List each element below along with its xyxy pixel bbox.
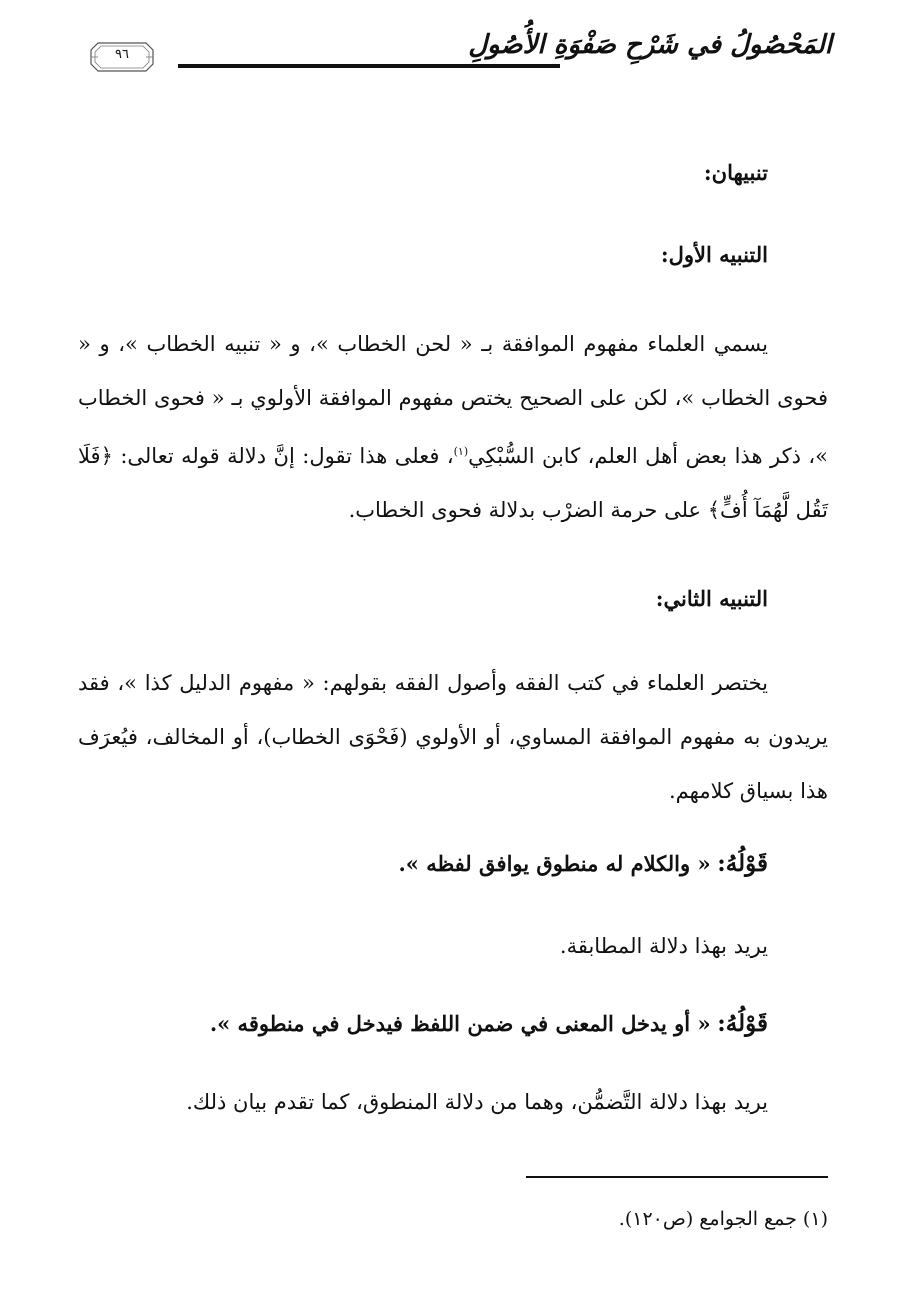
explanation-line-2: يريد بهذا دلالة التَّضمُّن، وهما من دلالة المنطوق، كما تقدم بيان ذلك. [186, 1090, 768, 1114]
qawluhu-label: قَوْلُهُ: [717, 850, 768, 877]
footnote-separator [526, 1176, 828, 1178]
explanation-line-1: يريد بهذا دلالة المطابقة. [559, 934, 768, 958]
heading-two-notes: تنبيهان: [703, 160, 768, 185]
paragraph-first-note [78, 317, 828, 537]
paragraph-second-note-text: يختصر العلماء في كتب الفقه وأصول الفقه بقولهم: « مفهوم الدليل كذا »، فقد يريدون به مفهوم الموافقة المساوي، أو الأولوي (فَحْوَى الخطاب)، أو المخالف، فيُعرَف هذا بسياق كلامهم. [78, 671, 828, 803]
paragraph-first-note-text-cont: ، فعلى هذا تقول: إنَّ دلالة قوله تعالى: ﴿فَلَا تَقُل لَّهُمَآ أُفٍّ﴾ على حرمة الضرْب بدلالة فحوى الخطاب. [78, 444, 828, 522]
page-number-badge [90, 42, 154, 72]
quote-text: « أو يدخل المعنى في ضمن اللفظ فيدخل في منطوقه ». [209, 1011, 711, 1036]
page-number: ٩٦ [115, 47, 129, 62]
quote-line-1 [398, 850, 768, 877]
heading-first-note: التنبيه الأول: [660, 242, 768, 267]
qawluhu-label: قَوْلُهُ: [717, 1010, 768, 1037]
footnote-marker: (١) [453, 445, 469, 458]
header-rule [178, 64, 560, 68]
quote-line-2 [210, 1010, 768, 1037]
heading-second-note: التنبيه الثاني: [655, 586, 768, 611]
footnote: (١) جمع الجوامع (ص١٢٠). [618, 1208, 828, 1230]
quote-text: « والكلام له منطوق يوافق لفظه ». [398, 851, 711, 876]
book-title: المَحْصُولُ في شَرْحِ صَفْوَةِ الأُصُولِ [468, 30, 832, 60]
page-header [90, 28, 832, 78]
paragraph-first-note-text: يسمي العلماء مفهوم الموافقة بـ « لحن الخطاب »، و « تنبيه الخطاب »، و « فحوى الخطاب »، لكن على الصحيح يختص مفهوم الموافقة الأولوي بـ « فحوى الخطاب »، ذكر هذا بعض أهل العلم، كابن السُّبْكِي [78, 332, 828, 468]
paragraph-second-note [78, 656, 828, 818]
